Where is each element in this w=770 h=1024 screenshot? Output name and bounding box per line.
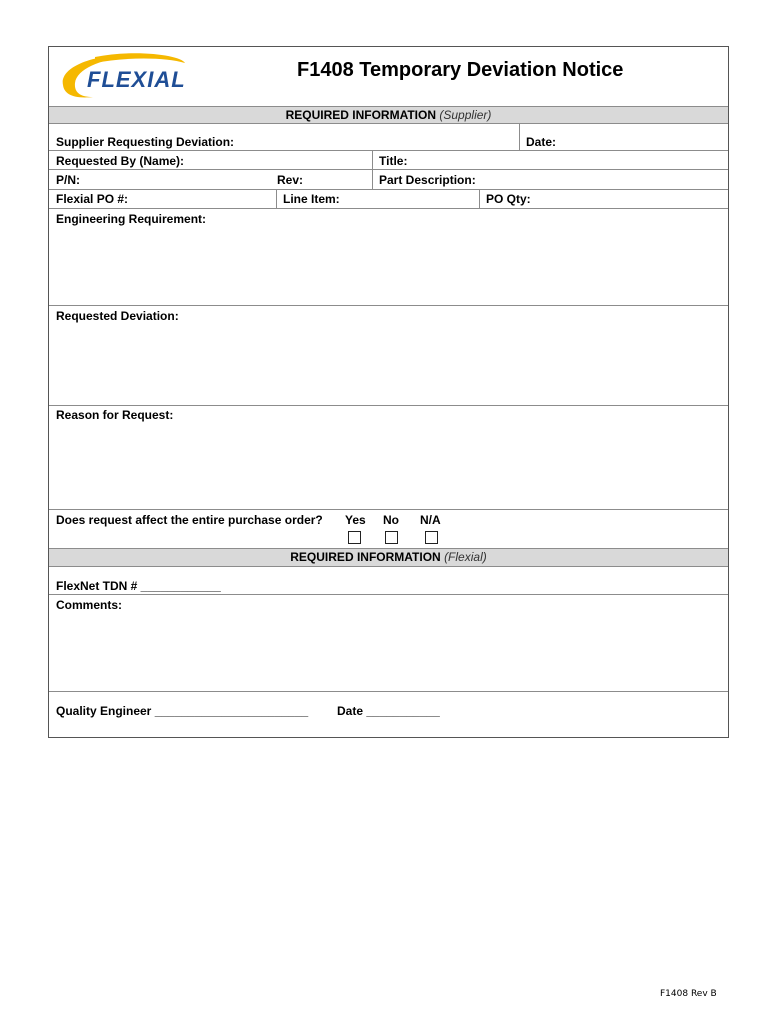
line-item-label: Line Item: (283, 192, 340, 206)
requested-by-label: Requested By (Name): (56, 154, 185, 168)
comments-label: Comments: (56, 598, 123, 612)
option-yes-label: Yes (345, 513, 366, 527)
flexial-section-heading: REQUIRED INFORMATION (Flexial) (290, 550, 487, 564)
title-label: Title: (379, 154, 408, 168)
date-label: Date: (526, 135, 557, 149)
supplier-section-heading: REQUIRED INFORMATION (Supplier) (285, 108, 492, 122)
no-checkbox[interactable] (385, 531, 398, 544)
yes-checkbox[interactable] (348, 531, 361, 544)
quality-engineer-date-line: Date ___________ (337, 704, 440, 718)
flexnet-tdn-label: FlexNet TDN # ____________ (56, 579, 221, 593)
flexial-po-label: Flexial PO #: (56, 192, 129, 206)
quality-engineer-signature-line: Quality Engineer _______________________ (56, 704, 309, 718)
option-na-label: N/A (420, 513, 441, 527)
entire-po-question: Does request affect the entire purchase order? (56, 513, 323, 527)
requested-deviation-label: Requested Deviation: (56, 309, 179, 323)
reason-for-request-label: Reason for Request: (56, 408, 174, 422)
rev-label: Rev: (277, 173, 304, 187)
option-no-label: No (383, 513, 399, 527)
flexial-logo (55, 49, 195, 101)
part-number-label: P/N: (56, 173, 80, 187)
deviation-notice-form (48, 46, 729, 738)
engineering-requirement-label: Engineering Requirement: (56, 212, 207, 226)
supplier-requesting-deviation-label: Supplier Requesting Deviation: (56, 135, 235, 149)
form-title: F1408 Temporary Deviation Notice (297, 59, 624, 81)
logo-text: FLEXIAL (87, 67, 186, 92)
na-checkbox[interactable] (425, 531, 438, 544)
po-qty-label: PO Qty: (486, 192, 531, 206)
part-description-label: Part Description: (379, 173, 476, 187)
form-revision-footer: F1408 Rev B (660, 989, 717, 999)
